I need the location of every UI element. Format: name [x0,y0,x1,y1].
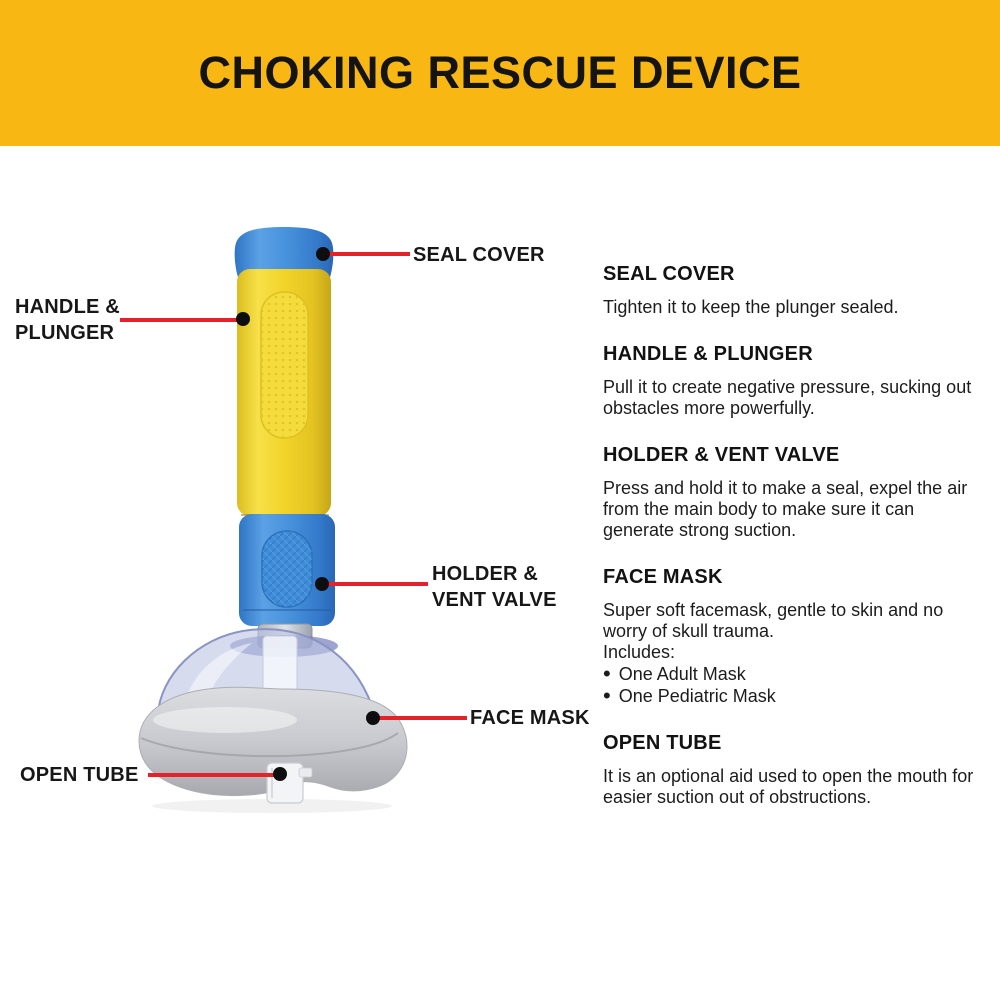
callout-label-text: HANDLE & [15,296,120,318]
callout-label-text: OPEN TUBE [20,764,139,786]
description-section-holder-vent-valve [603,444,983,541]
callout-label-text: FACE MASK [470,707,590,729]
callout-label-open-tube [20,762,138,788]
callout-label-text: PLUNGER [15,322,115,344]
callout-label-text: SEAL COVER [413,244,545,266]
description-section-face-mask [603,566,983,707]
section-body: Tighten it to keep the plunger sealed. [603,297,899,317]
include-item [603,685,983,707]
include-item-text: One Adult Mask [618,664,746,684]
section-heading: OPEN TUBE [603,732,722,754]
section-body: Super soft facemask, gentle to skin and no worry of skull trauma. [603,600,944,641]
descriptions-column [603,263,983,808]
callout-dot-holder-vent-valve [315,577,329,591]
section-heading: SEAL COVER [603,263,735,285]
section-heading: HANDLE & PLUNGER [603,343,813,365]
handle-grip-texture [261,292,308,438]
callout-label-face-mask [470,705,590,731]
description-section-open-tube [603,732,983,808]
include-item [603,663,983,685]
section-body: It is an optional aid used to open the mouth for easier suction out of obstructions. [603,766,974,807]
callout-dot-handle-plunger [236,312,250,326]
callout-dot-seal-cover [316,247,330,261]
callout-label-text: HOLDER & [432,563,539,585]
description-section-seal-cover [603,263,983,318]
include-item-text: One Pediatric Mask [618,686,776,706]
section-body: Press and hold it to make a seal, expel the air from the main body to make sure it can generate strong suction. [603,478,968,540]
cushion-highlight [153,707,297,733]
section-body: Pull it to create negative pressure, sucking out obstacles more powerfully. [603,377,972,418]
description-section-handle-plunger [603,343,983,419]
callout-label-holder-vent-valve [432,561,557,613]
includes-label: Includes: [603,642,676,662]
page-title: CHOKING RESCUE DEVICE [198,47,802,98]
callout-dot-open-tube [273,767,287,781]
callout-label-seal-cover [413,242,545,268]
section-heading: FACE MASK [603,566,723,588]
callout-label-handle-plunger [15,294,120,346]
callout-dot-face-mask [366,711,380,725]
open-tube-tab [299,768,312,777]
callout-label-text: VENT VALVE [432,589,557,611]
vent-valve-texture [262,531,312,607]
section-heading: HOLDER & VENT VALVE [603,444,840,466]
